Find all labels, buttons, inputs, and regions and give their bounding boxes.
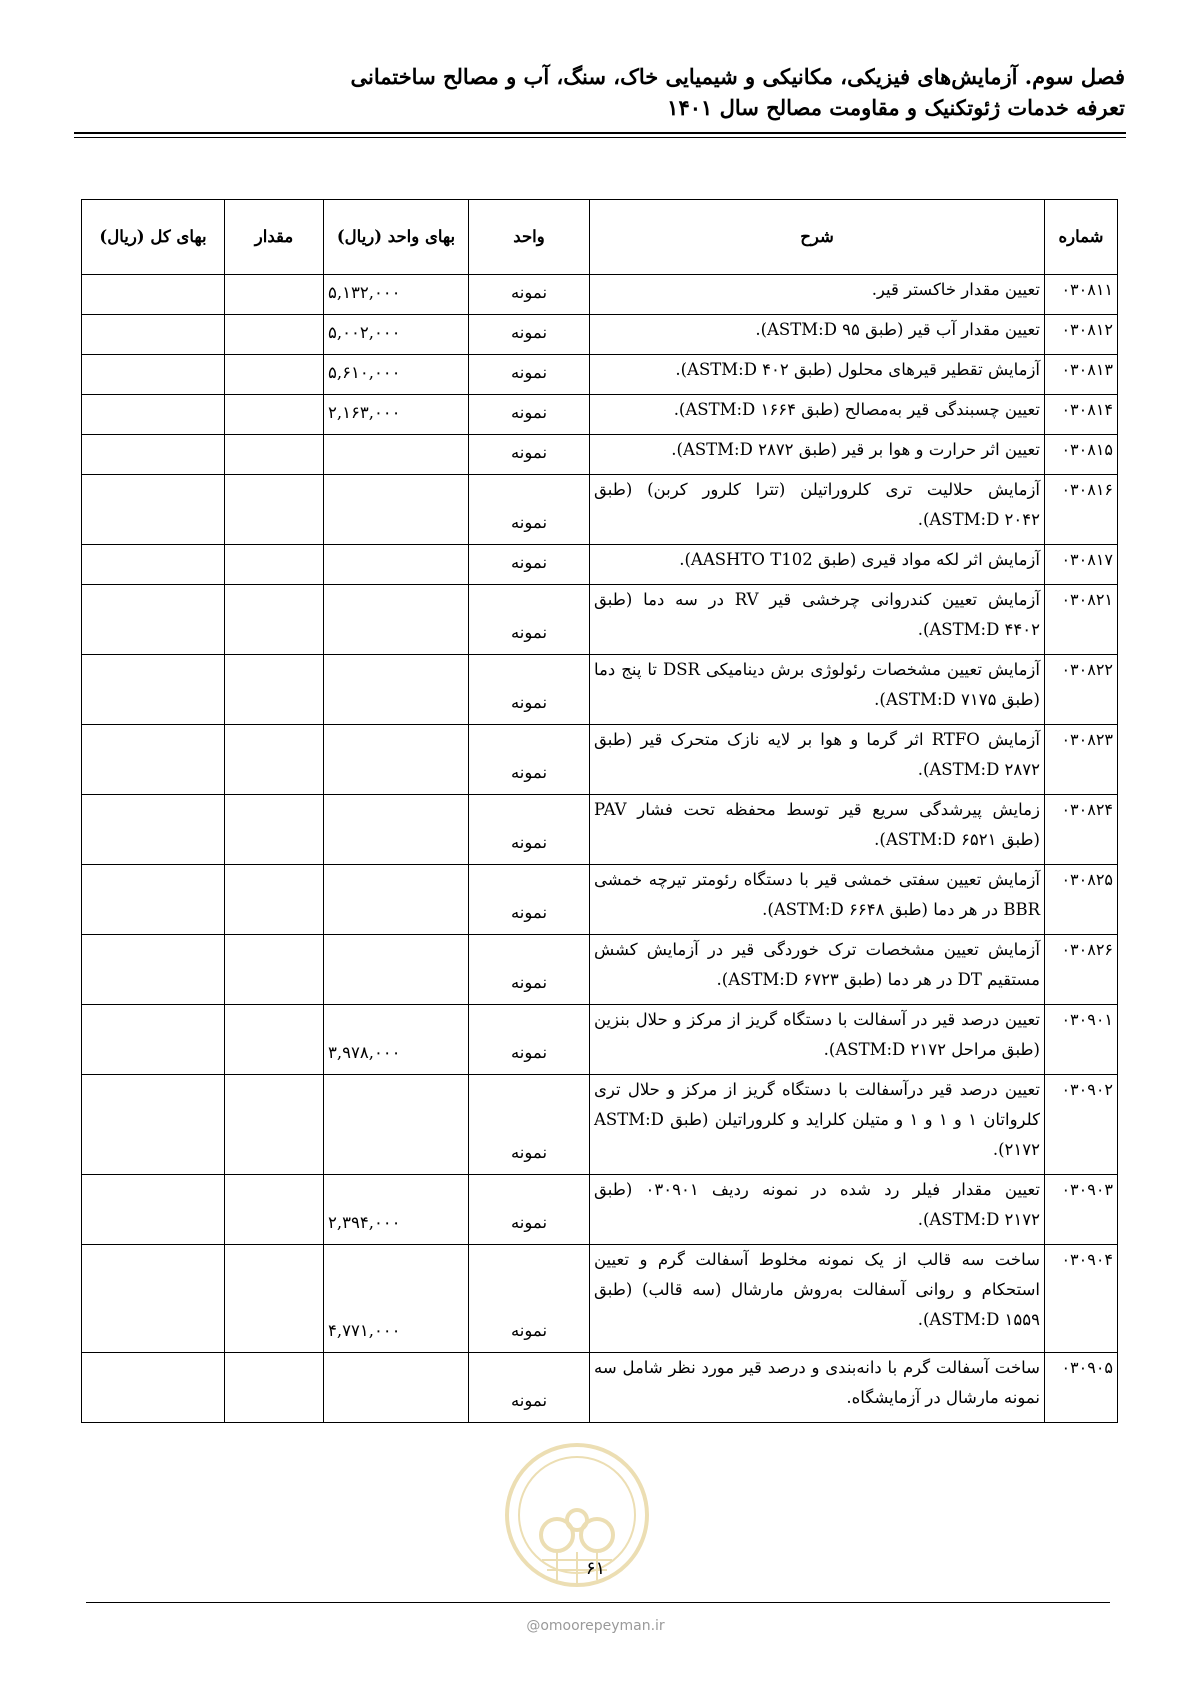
table-header-row	[82, 200, 1118, 275]
chapter-title: فصل سوم. آزمایش‌های فیزیکی، مکانیکی و شیمیایی خاک، سنگ، آب و مصالح ساختمانی	[350, 64, 1125, 89]
row-code: ۰۳۰۸۱۷	[1045, 545, 1118, 585]
table-row	[82, 475, 1118, 545]
row-quantity	[225, 275, 324, 315]
tariff-title: تعرفه خدمات ژئوتکنیک و مقاومت مصالح سال ۱۴۰۱	[667, 95, 1125, 120]
row-description: آزمایش RTFO اثر گرما و هوا بر لایه نازک متحرک قیر (طبق ASTM:D ۲۸۷۲).	[590, 725, 1045, 795]
row-quantity	[225, 1005, 324, 1075]
row-description: تعیین مقدار خاکستر قیر.	[590, 275, 1045, 315]
header-quantity: مقدار	[225, 200, 324, 275]
row-total-price	[82, 355, 225, 395]
table-row	[82, 315, 1118, 355]
row-quantity	[225, 865, 324, 935]
row-quantity	[225, 1075, 324, 1175]
table-row	[82, 585, 1118, 655]
row-unit-price	[324, 1075, 469, 1175]
row-total-price	[82, 1245, 225, 1353]
row-total-price	[82, 795, 225, 865]
table-row	[82, 1175, 1118, 1245]
row-quantity	[225, 315, 324, 355]
row-unit: نمونه	[469, 935, 590, 1005]
row-unit-price: ۳,۹۷۸,۰۰۰	[324, 1005, 469, 1075]
footer-url: @omoorepeyman.ir	[526, 1618, 665, 1634]
row-quantity	[225, 1353, 324, 1423]
row-unit-price	[324, 1353, 469, 1423]
row-code: ۰۳۰۹۰۳	[1045, 1175, 1118, 1245]
row-total-price	[82, 725, 225, 795]
row-code: ۰۳۰۸۱۲	[1045, 315, 1118, 355]
row-unit-price	[324, 655, 469, 725]
row-unit-price	[324, 725, 469, 795]
row-quantity	[225, 585, 324, 655]
header-num: شماره	[1045, 200, 1118, 275]
row-unit: نمونه	[469, 315, 590, 355]
table-row	[82, 795, 1118, 865]
row-unit-price	[324, 935, 469, 1005]
row-code: ۰۳۰۹۰۱	[1045, 1005, 1118, 1075]
row-unit: نمونه	[469, 275, 590, 315]
row-quantity	[225, 435, 324, 475]
header-unit-price: بهای واحد (ریال)	[324, 200, 469, 275]
row-unit-price	[324, 475, 469, 545]
row-code: ۰۳۰۹۰۲	[1045, 1075, 1118, 1175]
row-quantity	[225, 795, 324, 865]
table-row	[82, 435, 1118, 475]
row-total-price	[82, 475, 225, 545]
row-total-price	[82, 545, 225, 585]
table-row	[82, 865, 1118, 935]
row-total-price	[82, 1353, 225, 1423]
row-unit: نمونه	[469, 585, 590, 655]
row-description: آزمایش تعیین مشخصات رئولوژی برش دینامیکی DSR تا پنج دما (طبق ASTM:D ۷۱۷۵).	[590, 655, 1045, 725]
table-row	[82, 935, 1118, 1005]
table-row	[82, 1075, 1118, 1175]
row-unit-price: ۵,۶۱۰,۰۰۰	[324, 355, 469, 395]
row-unit-price: ۵,۰۰۲,۰۰۰	[324, 315, 469, 355]
row-unit: نمونه	[469, 1245, 590, 1353]
row-unit-price	[324, 795, 469, 865]
page-number: ۶۱	[585, 1558, 606, 1579]
row-unit-price: ۴,۷۷۱,۰۰۰	[324, 1245, 469, 1353]
row-code: ۰۳۰۸۱۱	[1045, 275, 1118, 315]
footer-rule	[86, 1602, 1110, 1603]
row-quantity	[225, 1245, 324, 1353]
row-quantity	[225, 725, 324, 795]
row-unit: نمونه	[469, 545, 590, 585]
row-unit: نمونه	[469, 395, 590, 435]
row-description: تعیین اثر حرارت و هوا بر قیر (طبق ASTM:D ۲۸۷۲).	[590, 435, 1045, 475]
row-description: آزمایش تعیین مشخصات ترک خوردگی قیر در آزمایش کشش مستقیم DT در هر دما (طبق ASTM:D ۶۷۲۳).	[590, 935, 1045, 1005]
row-description: تعیین مقدار فیلر رد شده در نمونه ردیف ۰۳۰۹۰۱ (طبق ASTM:D ۲۱۷۲).	[590, 1175, 1045, 1245]
tariff-table-container	[81, 199, 1117, 1423]
row-unit: نمونه	[469, 865, 590, 935]
row-unit-price: ۵,۱۳۲,۰۰۰	[324, 275, 469, 315]
row-total-price	[82, 435, 225, 475]
table-row	[82, 1353, 1118, 1423]
row-unit: نمونه	[469, 355, 590, 395]
row-unit: نمونه	[469, 435, 590, 475]
row-unit-price: ۲,۱۶۳,۰۰۰	[324, 395, 469, 435]
header-rule-thick	[74, 132, 1126, 134]
row-total-price	[82, 1175, 225, 1245]
row-unit-price	[324, 435, 469, 475]
row-code: ۰۳۰۹۰۵	[1045, 1353, 1118, 1423]
row-code: ۰۳۰۸۲۴	[1045, 795, 1118, 865]
page-header	[75, 62, 1125, 124]
row-description: آزمایش تعیین سفتی خمشی قیر با دستگاه رئومتر تیرچه خمشی BBR در هر دما (طبق ASTM:D ۶۶۴۸).	[590, 865, 1045, 935]
row-total-price	[82, 585, 225, 655]
row-code: ۰۳۰۸۲۵	[1045, 865, 1118, 935]
row-total-price	[82, 275, 225, 315]
row-code: ۰۳۰۸۱۶	[1045, 475, 1118, 545]
table-row	[82, 355, 1118, 395]
row-code: ۰۳۰۸۱۵	[1045, 435, 1118, 475]
row-total-price	[82, 395, 225, 435]
row-unit: نمونه	[469, 1175, 590, 1245]
row-code: ۰۳۰۸۲۳	[1045, 725, 1118, 795]
row-unit: نمونه	[469, 725, 590, 795]
table-row	[82, 725, 1118, 795]
row-description: ساخت آسفالت گرم با دانه‌بندی و درصد قیر مورد نظر شامل سه نمونه مارشال در آزمایشگاه.	[590, 1353, 1045, 1423]
row-code: ۰۳۰۸۱۳	[1045, 355, 1118, 395]
header-total-price: بهای کل (ریال)	[82, 200, 225, 275]
row-description: تعیین درصد قیر درآسفالت با دستگاه گریز از مرکز و حلال تری کلرواتان ۱ و ۱ و ۱ و متیلن کلراید و کلروراتیلن (طبق ASTM:D ۲۱۷۲).	[590, 1075, 1045, 1175]
row-quantity	[225, 355, 324, 395]
header-desc: شرح	[590, 200, 1045, 275]
row-unit-price	[324, 865, 469, 935]
row-quantity	[225, 655, 324, 725]
row-quantity	[225, 395, 324, 435]
row-code: ۰۳۰۸۲۲	[1045, 655, 1118, 725]
header-unit: واحد	[469, 200, 590, 275]
row-code: ۰۳۰۸۱۴	[1045, 395, 1118, 435]
row-code: ۰۳۰۹۰۴	[1045, 1245, 1118, 1353]
row-total-price	[82, 1075, 225, 1175]
table-row	[82, 395, 1118, 435]
row-unit: نمونه	[469, 1005, 590, 1075]
row-unit-price	[324, 585, 469, 655]
table-body	[82, 275, 1118, 1423]
row-total-price	[82, 865, 225, 935]
table-row	[82, 275, 1118, 315]
row-unit: نمونه	[469, 1353, 590, 1423]
row-quantity	[225, 475, 324, 545]
row-code: ۰۳۰۸۲۶	[1045, 935, 1118, 1005]
tariff-table	[81, 199, 1118, 1423]
row-unit-price: ۲,۳۹۴,۰۰۰	[324, 1175, 469, 1245]
row-unit: نمونه	[469, 795, 590, 865]
row-total-price	[82, 315, 225, 355]
row-quantity	[225, 1175, 324, 1245]
row-quantity	[225, 545, 324, 585]
row-description: آزمایش حلالیت تری کلروراتیلن (تترا کلرور کربن) (طبق ASTM:D ۲۰۴۲).	[590, 475, 1045, 545]
row-description: آزمایش اثر لکه مواد قیری (طبق AASHTO T102).	[590, 545, 1045, 585]
row-code: ۰۳۰۸۲۱	[1045, 585, 1118, 655]
header-rule-thin	[74, 137, 1126, 138]
row-description: تعیین چسبندگی قیر به‌مصالح (طبق ASTM:D ۱۶۶۴).	[590, 395, 1045, 435]
row-unit-price	[324, 545, 469, 585]
table-row	[82, 1245, 1118, 1353]
watermark-logo	[502, 1440, 652, 1610]
row-description: تعیین درصد قیر در آسفالت با دستگاه گریز از مرکز و حلال بنزین (طبق مراحل ASTM:D ۲۱۷۲).	[590, 1005, 1045, 1075]
row-total-price	[82, 1005, 225, 1075]
row-quantity	[225, 935, 324, 1005]
row-description: زمایش پیرشدگی سریع قیر توسط محفظه تحت فشار PAV (طبق ASTM:D ۶۵۲۱).	[590, 795, 1045, 865]
row-unit: نمونه	[469, 475, 590, 545]
table-row	[82, 545, 1118, 585]
row-unit: نمونه	[469, 1075, 590, 1175]
row-total-price	[82, 655, 225, 725]
table-row	[82, 655, 1118, 725]
row-description: ساخت سه قالب از یک نمونه مخلوط آسفالت گرم و تعیین استحکام و روانی آسفالت به‌روش مارشال (سه قالب) (طبق ASTM:D ۱۵۵۹).	[590, 1245, 1045, 1353]
row-description: آزمایش تعیین کندروانی چرخشی قیر RV در سه دما (طبق ASTM:D ۴۴۰۲).	[590, 585, 1045, 655]
row-unit: نمونه	[469, 655, 590, 725]
row-description: آزمایش تقطیر قیرهای محلول (طبق ASTM:D ۴۰۲).	[590, 355, 1045, 395]
table-row	[82, 1005, 1118, 1075]
row-total-price	[82, 935, 225, 1005]
row-description: تعیین مقدار آب قیر (طبق ASTM:D ۹۵).	[590, 315, 1045, 355]
